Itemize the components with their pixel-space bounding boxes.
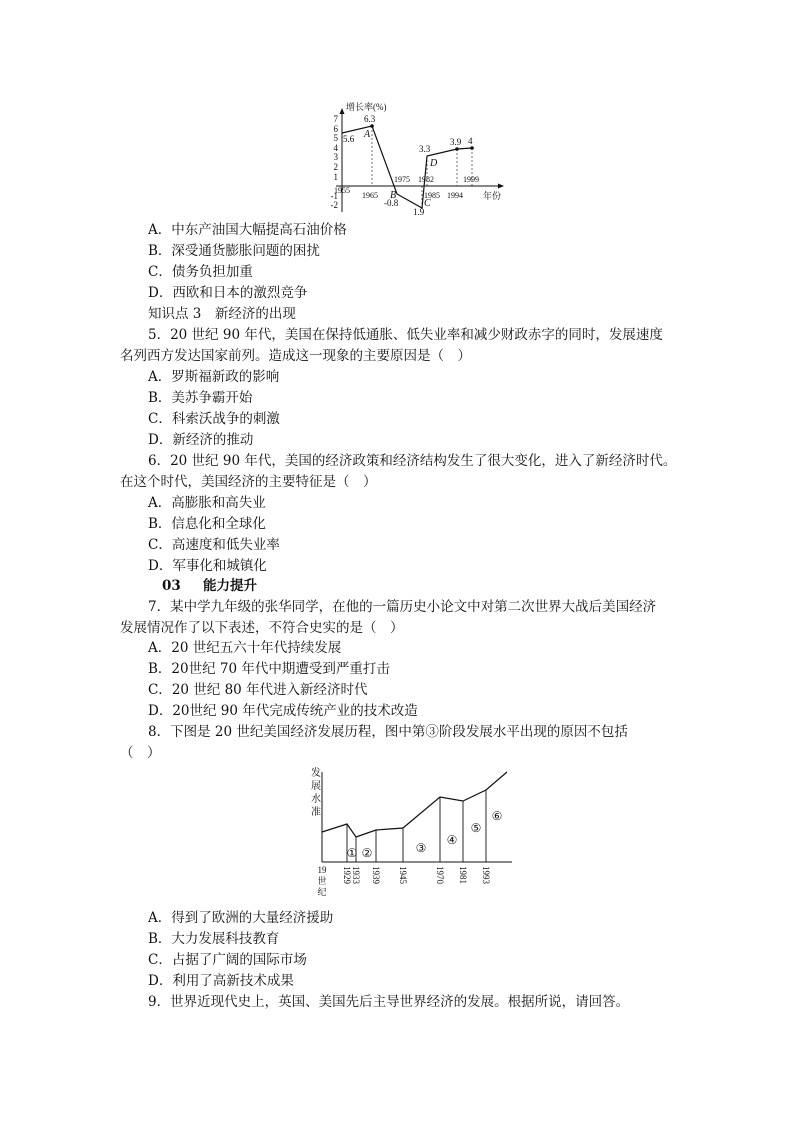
- year-label: 1975: [394, 175, 410, 184]
- value-label: 4: [468, 136, 473, 146]
- q6-option-d: D．军事化和城镇化: [148, 558, 267, 574]
- q9-stem: 9．世界近现代史上，英国、美国先后主导世界经济的发展。根据所说，请回答。: [148, 994, 630, 1010]
- year-label: 1999: [463, 175, 479, 184]
- growth-rate-chart: [300, 100, 520, 215]
- y-label-char: 展: [311, 781, 321, 792]
- x-axis-arrow: [498, 184, 504, 189]
- q4-option-c: C．债务负担加重: [148, 264, 253, 280]
- stage-marker: ②: [361, 846, 373, 860]
- year-label: 1965: [362, 191, 378, 200]
- y-label-char: 发: [311, 768, 321, 779]
- start-label-part: 19: [317, 865, 327, 875]
- year-label: 1982: [418, 175, 434, 184]
- stage-marker: ③: [415, 841, 427, 855]
- q6-option-b: B．信息化和全球化: [148, 516, 266, 532]
- y-tick: 1: [333, 172, 338, 182]
- section-number: 03: [162, 578, 181, 594]
- q5-stem-line2: 名列西方发达国家前列。造成这一现象的主要原因是（ ）: [120, 348, 471, 364]
- stage-marker: ④: [446, 833, 458, 847]
- q8-option-b: B．大力发展科技教育: [148, 931, 280, 947]
- q5-stem-line1: 5．20 世纪 90 年代，美国在保持低通胀、低失业率和减少财政赤字的同时，发展速度: [148, 327, 663, 343]
- stage-marker: ⑤: [470, 821, 482, 835]
- y-tick: 4: [333, 143, 338, 153]
- q5-option-b: B．美苏争霸开始: [148, 390, 253, 406]
- q6-option-a: A．高膨胀和高失业: [148, 495, 266, 511]
- q4-option-b: B．深受通货膨胀问题的困扰: [148, 243, 320, 259]
- stage-markers: [347, 809, 503, 860]
- value-label: 3.9: [450, 137, 462, 147]
- value-label: -0.8: [384, 198, 399, 208]
- year-label: 1994: [447, 191, 463, 200]
- q5-option-d: D．新经济的推动: [148, 432, 254, 448]
- q5-option-c: C．科索沃战争的刺激: [148, 411, 280, 427]
- x-axis-label: 年份: [483, 191, 502, 201]
- y-tick: 2: [333, 162, 338, 172]
- y-tick: -1: [330, 191, 338, 201]
- q6-option-c: C．高速度和低失业率: [148, 537, 280, 553]
- y-tick: -2: [330, 200, 338, 210]
- q4-option-a: A．中东产油国大幅提高石油价格: [148, 222, 347, 238]
- q8-option-d: D．利用了高新技术成果: [148, 973, 294, 989]
- section-title: 能力提升: [203, 578, 257, 594]
- q7-stem-line2: 发展情况作了以下表述，不符合史实的是（ ）: [120, 620, 404, 636]
- q8-stem-line2: （ ）: [120, 745, 161, 761]
- y-axis-label: [311, 766, 321, 818]
- start-label: [317, 865, 327, 897]
- x-year-label: 1929: [342, 866, 352, 884]
- point-letter: A: [364, 129, 371, 140]
- q5-option-a: A．罗斯福新政的影响: [148, 369, 280, 385]
- q8-option-a: A．得到了欧洲的大量经济援助: [148, 910, 334, 926]
- q8-option-c: C．占据了广阔的国际市场: [148, 952, 307, 968]
- q7-option-b: B．20世纪 70 年代中期遭受到严重打击: [148, 661, 390, 677]
- y-label-char: 准: [311, 807, 321, 818]
- point-letter: C: [424, 198, 431, 209]
- q7-option-a: A．20 世纪五六十年代持续发展: [148, 640, 342, 656]
- x-year-label: 1970: [435, 866, 445, 884]
- q4-option-d: D．西欧和日本的激烈竞争: [148, 285, 308, 301]
- y-axis-arrow: [340, 108, 345, 114]
- y-ticks: [331, 114, 339, 210]
- y-tick: 6: [333, 124, 338, 134]
- knowledge-point-3: 知识点 3 新经济的出现: [148, 306, 296, 322]
- x-year-label: 1933: [351, 866, 361, 884]
- point-letter: D: [430, 158, 438, 169]
- q6-stem-line2: 在这个时代，美国经济的主要特征是（ ）: [120, 474, 377, 490]
- development-chart: [300, 762, 530, 902]
- q6-stem-line1: 6．20 世纪 90 年代，美国的经济政策和经济结构发生了很大变化，进入了新经济时代。: [148, 453, 677, 469]
- x-year-label: 1993: [481, 866, 491, 884]
- q8-stem-line1: 8．下图是 20 世纪美国经济发展历程，图中第③阶段发展水平出现的原因不包括: [148, 724, 628, 740]
- q7-stem-line1: 7．某中学九年级的张华同学，在他的一篇历史小论文中对第二次世界大战后美国经济: [148, 599, 657, 615]
- y-tick: 7: [333, 114, 338, 124]
- q7-option-c: C．20 世纪 80 年代进入新经济时代: [148, 682, 368, 698]
- start-label-part: 世: [317, 876, 327, 886]
- year-label: 1985: [424, 191, 440, 200]
- point-letter: B: [390, 190, 397, 201]
- start-label-part: 纪: [317, 887, 327, 897]
- y-tick: 3: [333, 152, 338, 162]
- y-axis-label: 增长率(%): [346, 102, 387, 112]
- year-label: 1955: [334, 186, 350, 195]
- value-label: 1.9: [413, 207, 425, 215]
- y-tick: 5: [333, 133, 338, 143]
- q7-option-d: D．20世纪 90 年代完成传统产业的技术改造: [148, 703, 418, 719]
- value-label: 6.3: [364, 114, 376, 124]
- y-label-char: 水: [311, 794, 321, 805]
- value-label: 3.3: [419, 144, 431, 154]
- stage-marker: ①: [346, 846, 358, 860]
- value-label: 5.6: [343, 134, 355, 144]
- x-year-label: 1945: [398, 866, 408, 884]
- x-year-label: 1939: [371, 866, 381, 884]
- x-year-labels: [342, 866, 491, 885]
- stage-marker: ⑥: [491, 809, 503, 823]
- x-year-label: 1981: [458, 866, 468, 884]
